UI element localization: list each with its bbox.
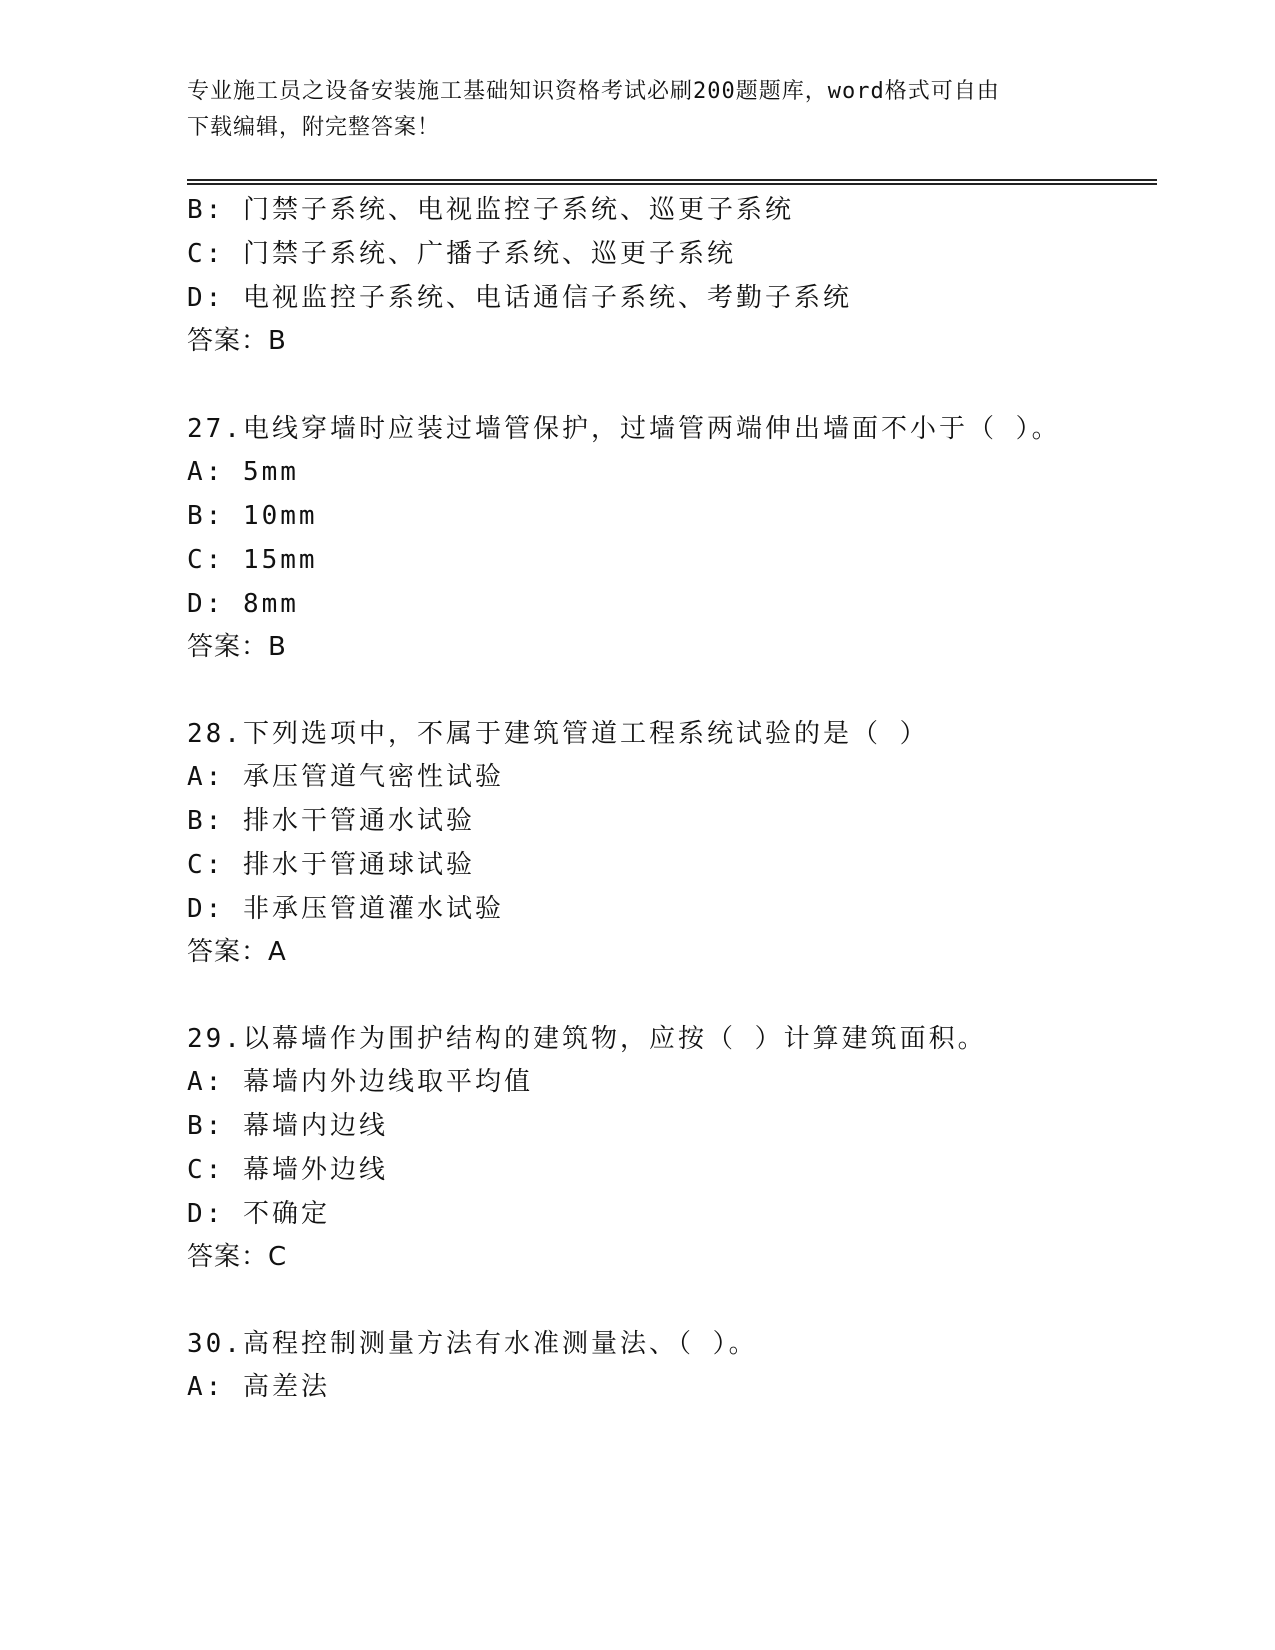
q26-option-b: B: 门禁子系统、电视监控子系统、巡更子系统 bbox=[187, 195, 794, 225]
q29-option-d: D: 不确定 bbox=[187, 1199, 330, 1229]
q27-option-a: A: 5mm bbox=[187, 457, 299, 487]
q28-option-a: A: 承压管道气密性试验 bbox=[187, 762, 504, 792]
q28-option-d: D: 非承压管道灌水试验 bbox=[187, 894, 504, 924]
q28-answer: 答案：A bbox=[187, 937, 287, 967]
header-line-1: 专业施工员之设备安装施工基础知识资格考试必刷200题题库，word格式可自由 bbox=[187, 79, 1000, 104]
header-line-2: 下载编辑，附完整答案！ bbox=[187, 115, 441, 140]
q26-option-c: C: 门禁子系统、广播子系统、巡更子系统 bbox=[187, 239, 736, 269]
q27-answer: 答案：B bbox=[187, 632, 287, 662]
q29-option-b: B: 幕墙内边线 bbox=[187, 1111, 388, 1141]
q28-option-b: B: 排水干管通水试验 bbox=[187, 806, 475, 836]
q30-option-a: A: 高差法 bbox=[187, 1372, 330, 1402]
q28-question: 28.下列选项中，不属于建筑管道工程系统试验的是（ ） bbox=[187, 719, 929, 749]
q27-option-b: B: 10mm bbox=[187, 501, 318, 531]
q28-option-c: C: 排水于管通球试验 bbox=[187, 850, 475, 880]
q26-option-d: D: 电视监控子系统、电话通信子系统、考勤子系统 bbox=[187, 283, 852, 313]
q27-option-c: C: 15mm bbox=[187, 545, 318, 575]
q27-question: 27.电线穿墙时应装过墙管保护，过墙管两端伸出墙面不小于（ ）。 bbox=[187, 414, 1061, 444]
document-header bbox=[187, 74, 1087, 146]
header-divider-bottom bbox=[187, 183, 1157, 185]
q29-answer: 答案：C bbox=[187, 1242, 288, 1272]
q29-question: 29.以幕墙作为围护结构的建筑物，应按（ ）计算建筑面积。 bbox=[187, 1024, 987, 1054]
q29-option-a: A: 幕墙内外边线取平均值 bbox=[187, 1067, 533, 1097]
q26-answer: 答案：B bbox=[187, 326, 287, 356]
q29-option-c: C: 幕墙外边线 bbox=[187, 1155, 388, 1185]
q30-question: 30.高程控制测量方法有水准测量法、（ ）。 bbox=[187, 1329, 758, 1359]
q27-option-d: D: 8mm bbox=[187, 589, 299, 619]
header-divider-top bbox=[187, 179, 1157, 181]
